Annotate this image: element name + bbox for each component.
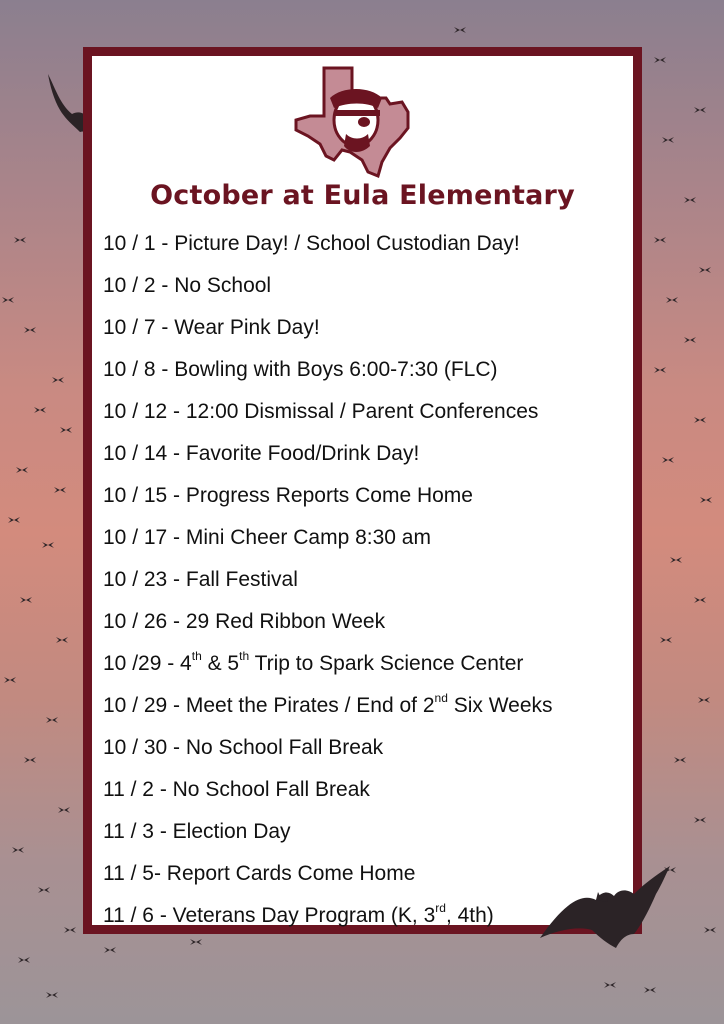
event-list — [103, 224, 633, 938]
list-item: 11 / 2 - No School Fall Break — [103, 778, 370, 801]
bat-bottom-right-icon — [538, 864, 674, 954]
list-item: 10 / 1 - Picture Day! / School Custodian Day! — [103, 232, 520, 255]
ordinal-suffix: th — [239, 649, 250, 663]
calendar-panel — [83, 47, 642, 934]
list-item: 10 / 23 - Fall Festival — [103, 568, 298, 591]
list-item: 11 / 5- Report Cards Come Home — [103, 862, 416, 885]
event-text: , 4th) — [445, 904, 494, 927]
event-text: 10 /29 - 4 — [103, 652, 192, 675]
list-item: 10 / 17 - Mini Cheer Camp 8:30 am — [103, 526, 431, 549]
ordinal-suffix: th — [191, 649, 202, 663]
list-item: 10 / 26 - 29 Red Ribbon Week — [103, 610, 386, 633]
event-text: & 5 — [201, 652, 240, 675]
list-item: 11 / 3 - Election Day — [103, 820, 291, 843]
list-item: 10 / 14 - Favorite Food/Drink Day! — [103, 442, 420, 465]
list-item — [103, 644, 633, 686]
list-item: 10 / 7 - Wear Pink Day! — [103, 316, 320, 339]
list-item: 10 / 30 - No School Fall Break — [103, 736, 384, 759]
list-item — [103, 686, 633, 728]
event-text: 10 / 29 - Meet the Pirates / End of 2 — [103, 694, 435, 717]
pirate-texas-logo-icon — [290, 64, 416, 180]
list-item: 10 / 2 - No School — [103, 274, 272, 297]
list-item: 10 / 15 - Progress Reports Come Home — [103, 484, 473, 507]
event-text: Six Weeks — [447, 694, 553, 717]
list-item: 10 / 8 - Bowling with Boys 6:00-7:30 (FLC) — [103, 358, 498, 381]
page-title: October at Eula Elementary — [150, 180, 575, 211]
event-text: 11 / 6 - Veterans Day Program (K, 3 — [103, 904, 436, 927]
ordinal-suffix: rd — [435, 901, 446, 915]
event-text: Trip to Spark Science Center — [249, 652, 524, 675]
list-item: 10 / 12 - 12:00 Dismissal / Parent Conferences — [103, 400, 539, 423]
ordinal-suffix: nd — [434, 691, 448, 705]
